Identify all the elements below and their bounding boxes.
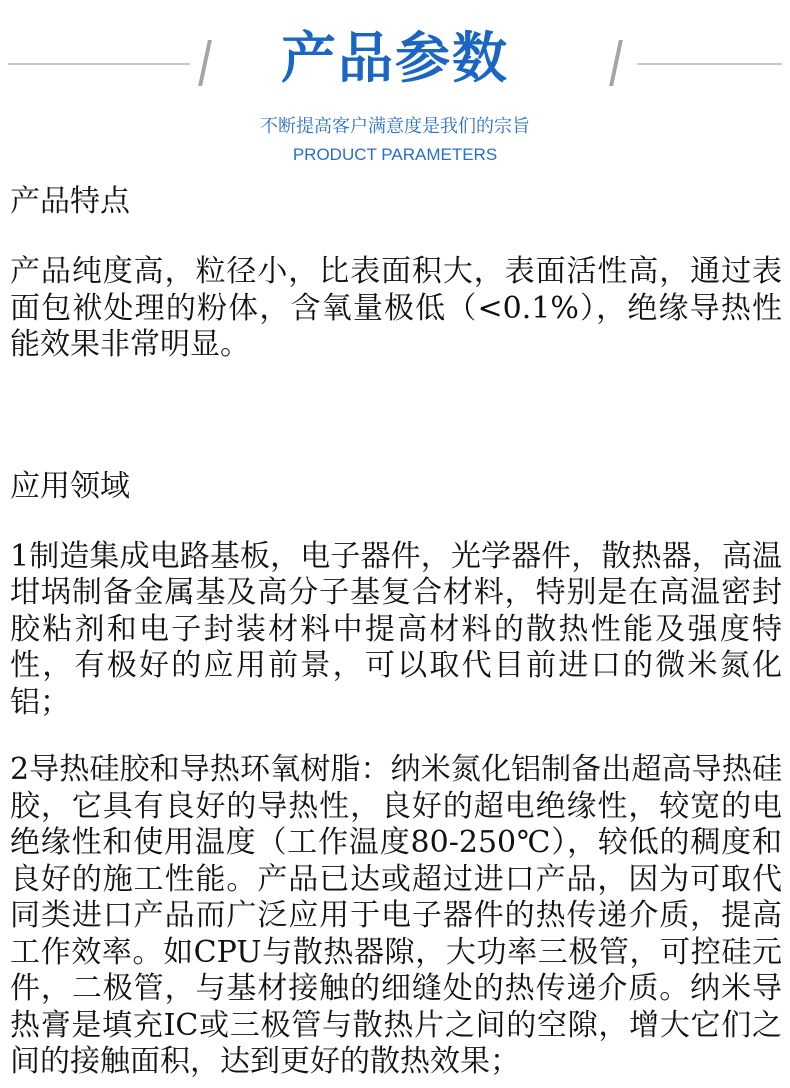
features-paragraph: 产品纯度高，粒径小，比表面积大，表面活性高，通过表面包袱处理的粉体，含氧量极低（<0.1%），绝缘导热性能效果非常明显。 xyxy=(10,254,782,362)
applications-heading: 应用领域 xyxy=(10,468,130,504)
page-title: 产品参数 xyxy=(280,26,509,90)
subtitle-english: PRODUCT PARAMETERS xyxy=(292,145,498,164)
application-item-1: 1制造集成电路基板，电子器件，光学器件，散热器，高温坩埚制备金属基及高分子基复合材料，特别是在高温密封胶粘剂和电子封装材料中提高材料的散热性能及强度特性，有极好的应用前景，可以取代目前进口的微米氮化铝； xyxy=(10,538,782,720)
features-heading: 产品特点 xyxy=(10,184,130,219)
page-header xyxy=(0,0,790,180)
main-content xyxy=(10,182,782,1081)
right-divider-line xyxy=(637,63,782,65)
application-item-2: 2导热硅胶和导热环氧树脂：纳米氮化铝制备出超高导热硅胶，它具有良好的导热性，良好的超电绝缘性，较宽的电绝缘性和使用温度（工作温度80-250℃），较低的稠度和良好的施工性能。产品已达或超过进口产品，因为可取代同类进口产品而广泛应用于电子器件的热传递介质，提高工作效率。如CPU与散热器隙，大功率三极管，可控硅元件，二极管，与基材接触的细缝处的热传递介质。纳米导热膏是填充IC或三极管与散热片之间的空隙，增大它们之间的接触面积，达到更好的散热效果； xyxy=(10,752,782,1079)
subtitle-chinese: 不断提高客户满意度是我们的宗旨 xyxy=(260,116,530,137)
